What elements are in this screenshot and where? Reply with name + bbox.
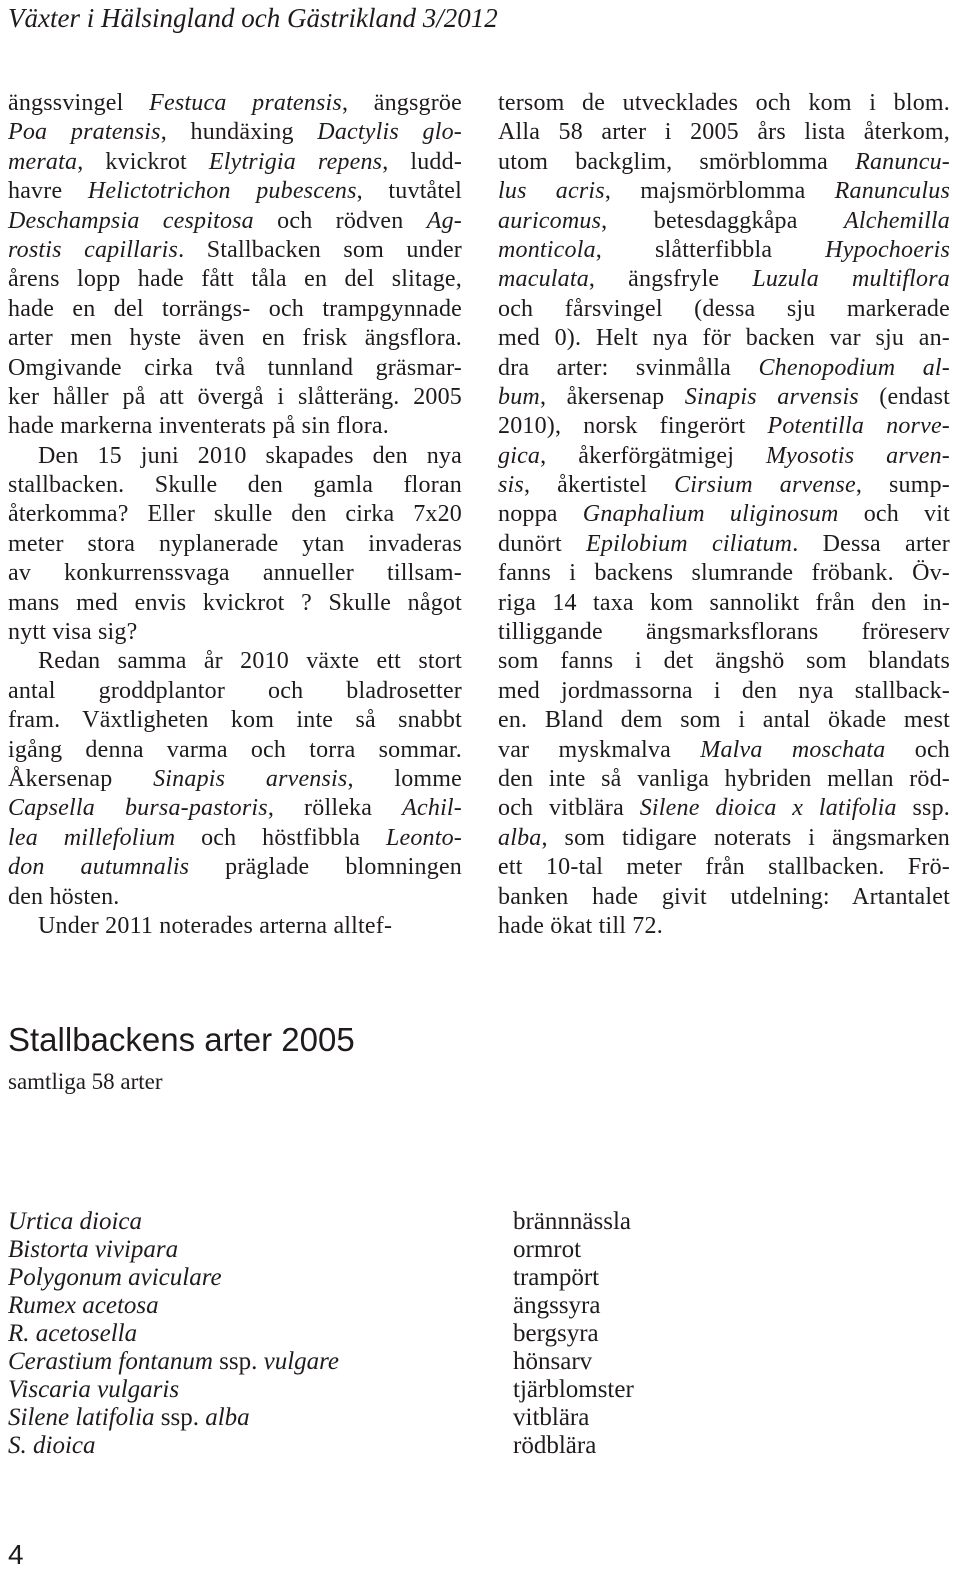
italic-text: R. acetosella (8, 1320, 138, 1347)
roman-text: , åkersenap (539, 383, 685, 410)
roman-text: riga 14 taxa kom sannolikt från den in- (498, 589, 950, 616)
species-swedish-name: ängssyra (513, 1292, 601, 1319)
italic-text: S. dioica (8, 1432, 96, 1459)
roman-text: och fårsvingel (dessa sju markerade (498, 295, 950, 322)
italic-text: Rumex acetosa (8, 1292, 159, 1319)
species-row (8, 1376, 948, 1404)
italic-text: Festuca pratensis (149, 90, 342, 116)
body-line (8, 383, 462, 412)
roman-text: årens lopp hade fått tåla en del slitage, (8, 266, 462, 293)
roman-text: och rödven (253, 207, 427, 234)
roman-text: ssp. (154, 1404, 206, 1431)
body-line (498, 912, 950, 941)
body-line (8, 618, 462, 647)
roman-text: , hundäxing (160, 119, 318, 146)
roman-text: hade ökat till 72. (498, 912, 663, 939)
body-line (498, 471, 950, 500)
roman-text: Den 15 juni 2010 skapades den nya (38, 442, 462, 469)
body-line (8, 412, 462, 441)
body-line (498, 324, 950, 353)
paragraph (498, 89, 950, 941)
species-swedish-name: tjärblomster (513, 1376, 634, 1403)
body-line (498, 559, 950, 588)
italic-text: Sinapis arvensis (153, 765, 348, 792)
italic-text: Urtica dioica (8, 1208, 143, 1235)
italic-text: maculata (498, 266, 589, 293)
italic-text: Deschampsia cespitosa (8, 207, 254, 234)
italic-text: Viscaria vulgaris (8, 1376, 180, 1403)
body-line (8, 236, 462, 265)
roman-text: Omgivande cirka två tunnland gräsmar- (8, 354, 462, 381)
roman-text: mans med envis kvickrot ? Skulle något (8, 589, 462, 616)
roman-text: , lomme (347, 765, 463, 792)
species-swedish-name: bergsyra (513, 1320, 599, 1347)
roman-text: präglade blomningen (189, 854, 462, 881)
italic-text: lus acris (498, 178, 605, 205)
italic-text: don autumnalis (8, 854, 190, 881)
italic-text: Helictotrichon pubescens (87, 178, 357, 205)
roman-text: och (885, 736, 951, 763)
roman-text: Åkersenap (8, 765, 154, 792)
body-line (498, 765, 950, 794)
species-row (8, 1264, 948, 1292)
body-line (8, 354, 462, 383)
italic-text: merata (8, 148, 78, 175)
body-line (498, 824, 950, 853)
italic-text: Hypochoeris (825, 236, 950, 263)
body-line (8, 559, 462, 588)
roman-text: ker håller på att övergå i slåtteräng. 2005 (8, 383, 462, 410)
roman-text: Under 2011 noterades arterna alltef- (38, 912, 393, 939)
roman-text: , ängsfryle (588, 266, 753, 293)
italic-text: Ag- (426, 207, 462, 234)
italic-text: Epilobium ciliatum (586, 530, 793, 557)
italic-text: Malva moschata (700, 736, 886, 763)
roman-text: ett 10-tal meter från stallbacken. Frö- (498, 854, 950, 881)
italic-text: Achil- (402, 795, 462, 822)
italic-text: Gnaphalium uliginosum (582, 501, 839, 528)
roman-text: som fanns i det ängshö som blandats (498, 648, 950, 675)
roman-text: återkomma? Eller skulle den cirka 7x20 (8, 501, 462, 528)
species-latin-name (8, 1348, 339, 1376)
body-line (8, 177, 462, 206)
roman-text: , slåtterfibbla (595, 236, 826, 263)
italic-text: bum (498, 383, 540, 410)
body-line (498, 295, 950, 324)
body-line (498, 89, 950, 118)
body-line (8, 794, 462, 823)
italic-text: Ranunculus (834, 178, 950, 205)
body-line (8, 530, 462, 559)
roman-text: den inte så vanliga hybriden mellan röd- (498, 765, 950, 792)
roman-text: en. Bland dem som i antal ökade mest (498, 707, 950, 734)
species-list (8, 1208, 948, 1460)
roman-text: var myskmalva (498, 736, 701, 763)
roman-text: , rölleka (267, 795, 403, 822)
body-line (8, 295, 462, 324)
species-latin-name (8, 1376, 179, 1404)
roman-text: igång denna varma och torra sommar. (8, 736, 462, 763)
roman-text: , åkertistel (523, 472, 675, 499)
body-line (8, 207, 462, 236)
roman-text: . Dessa arter (792, 530, 950, 557)
roman-text: med jordmassorna i den nya stallback- (498, 677, 950, 704)
paragraph (8, 442, 462, 648)
species-row (8, 1236, 948, 1264)
roman-text: , majsmörblomma (604, 178, 835, 205)
body-line (498, 794, 950, 823)
roman-text: arter men hyste även en frisk ängsflora. (8, 325, 462, 352)
italic-text: alba (205, 1404, 250, 1431)
roman-text: tilliggande ängsmarksflorans fröreserv (498, 619, 950, 646)
italic-text: lea millefolium (8, 824, 176, 851)
italic-text: rostis capillaris (8, 236, 179, 263)
roman-text: utom backglim, smörblomma (498, 148, 856, 175)
body-line (498, 442, 950, 471)
body-line (498, 177, 950, 206)
roman-text: meter stora nyplanerade ytan invaderas (8, 530, 462, 557)
species-row (8, 1292, 948, 1320)
italic-text: Potentilla norve- (767, 413, 950, 440)
roman-text: av konkurrenssvaga annueller tillsam- (8, 560, 462, 587)
roman-text: med 0). Helt nya för backen var sju an- (498, 325, 950, 352)
italic-text: sis (498, 472, 524, 499)
italic-text: Elytrigia repens (208, 148, 383, 175)
italic-text: alba (498, 824, 542, 851)
body-line (8, 647, 462, 676)
italic-text: Capsella bursa-pastoris (8, 795, 268, 822)
italic-text: auricomus (498, 207, 602, 234)
roman-text: antal groddplantor och bladrosetter (8, 677, 462, 704)
body-line (8, 148, 462, 177)
species-row (8, 1320, 948, 1348)
body-line (498, 500, 950, 529)
right-column (498, 89, 950, 941)
roman-text: fram. Växtligheten kom inte så snabbt (8, 707, 462, 734)
body-line (8, 765, 462, 794)
roman-text: och vitblära (498, 795, 640, 822)
body-line (8, 89, 462, 118)
body-line (498, 265, 950, 294)
species-latin-name (8, 1404, 250, 1432)
italic-text: Sinapis arvensis (684, 383, 859, 410)
italic-text: Bistorta vivipara (8, 1236, 179, 1263)
body-line (8, 265, 462, 294)
roman-text: hade en del torrängs- och trampgynnade (8, 295, 462, 322)
roman-text: . Stallbacken som under (178, 236, 463, 263)
species-swedish-name: rödblära (513, 1432, 597, 1459)
roman-text: , betesdaggkåpa (601, 207, 845, 234)
species-row (8, 1348, 948, 1376)
body-line (8, 736, 462, 765)
body-line (498, 236, 950, 265)
roman-text: , ludd- (382, 148, 463, 175)
species-latin-name (8, 1432, 96, 1460)
italic-text: Leonto- (385, 824, 462, 851)
roman-text: , som tidigare noterats i ängsmarken (541, 824, 950, 851)
roman-text: , tuvtåtel (356, 178, 463, 205)
body-line (498, 530, 950, 559)
body-line (8, 677, 462, 706)
paragraph (8, 647, 462, 912)
species-latin-name (8, 1208, 142, 1236)
italic-text: Polygonum aviculare (8, 1264, 222, 1291)
roman-text: , åkerförgätmigej (540, 442, 766, 469)
body-line (8, 824, 462, 853)
body-line (498, 618, 950, 647)
left-column (8, 89, 462, 941)
roman-text: nytt visa sig? (8, 619, 138, 646)
roman-text: , sump- (855, 472, 950, 499)
italic-text: monticola (498, 236, 596, 263)
species-swedish-name: trampört (513, 1264, 600, 1291)
body-line (498, 118, 950, 147)
running-head: Växter i Hälsingland och Gästrikland 3/2012 (8, 3, 498, 33)
body-line (8, 118, 462, 147)
species-swedish-name: vitblära (513, 1404, 590, 1431)
italic-text: Luzula multiflora (752, 266, 950, 293)
species-row (8, 1208, 948, 1236)
roman-text: fanns i backens slumrande fröbank. Öv- (498, 560, 950, 587)
body-line (498, 647, 950, 676)
roman-text: hade markerna inventerats på sin flora. (8, 413, 389, 440)
species-box-subtitle: samtliga 58 arter (8, 1069, 163, 1094)
body-line (8, 706, 462, 735)
body-line (498, 207, 950, 236)
body-line (8, 471, 462, 500)
page-number: 4 (8, 1539, 24, 1570)
roman-text: ssp. (896, 795, 950, 822)
roman-text: och höstfibbla (175, 824, 386, 851)
italic-text: gica (498, 442, 541, 469)
roman-text: och vit (838, 501, 950, 528)
italic-text: Silene latifolia (8, 1404, 155, 1431)
body-line (8, 912, 462, 941)
italic-text: Myosotis arven- (765, 442, 950, 469)
body-line (498, 589, 950, 618)
body-line (498, 883, 950, 912)
body-line (498, 853, 950, 882)
italic-text: Dactylis glo- (317, 119, 462, 146)
italic-text: Alchemilla (844, 207, 950, 234)
roman-text: (endast (858, 383, 950, 410)
species-latin-name (8, 1292, 159, 1320)
species-row (8, 1432, 948, 1460)
italic-text: Poa pratensis (8, 119, 161, 146)
roman-text: Alla 58 arter i 2005 års lista återkom, (498, 119, 950, 146)
body-line (498, 706, 950, 735)
body-line (498, 412, 950, 441)
italic-text: Chenopodium al- (758, 354, 950, 381)
roman-text: 2010), norsk fingerört (498, 413, 768, 440)
roman-text: banken hade givit utdelning: Artantalet (498, 883, 950, 910)
body-line (8, 500, 462, 529)
body-line (498, 354, 950, 383)
italic-text: Cerastium fontanum (8, 1348, 213, 1375)
species-swedish-name: hönsarv (513, 1348, 593, 1375)
italic-text: Cirsium arvense (674, 472, 856, 499)
species-box-title: Stallbackens arter 2005 (8, 1021, 355, 1058)
body-line (8, 589, 462, 618)
species-latin-name (8, 1236, 178, 1264)
body-line (8, 442, 462, 471)
roman-text: tersom de utvecklades och kom i blom. (498, 90, 950, 116)
paragraph (8, 912, 462, 941)
italic-text: Ranuncu- (855, 148, 950, 175)
body-line (8, 324, 462, 353)
roman-text: stallbacken. Skulle den gamla floran (8, 472, 462, 499)
paragraph (8, 89, 462, 442)
roman-text: den hösten. (8, 883, 120, 910)
roman-text: dunört (498, 530, 587, 557)
roman-text: havre (8, 178, 88, 205)
species-swedish-name: brännnässla (513, 1208, 632, 1235)
italic-text: Silene dioica x latifolia (639, 795, 897, 822)
body-line (498, 383, 950, 412)
roman-text: , kvickrot (77, 148, 209, 175)
body-line (498, 736, 950, 765)
body-line (8, 853, 462, 882)
italic-text: vulgare (263, 1348, 340, 1375)
roman-text: ängssvingel (8, 90, 150, 116)
body-line (498, 677, 950, 706)
roman-text: noppa (498, 501, 583, 528)
species-row (8, 1404, 948, 1432)
roman-text: dra arter: svinmålla (498, 354, 759, 381)
body-line (498, 148, 950, 177)
species-latin-name (8, 1320, 137, 1348)
species-swedish-name: ormrot (513, 1236, 582, 1263)
roman-text: , ängsgröe (341, 90, 462, 116)
species-latin-name (8, 1264, 222, 1292)
roman-text: Redan samma år 2010 växte ett stort (38, 648, 462, 675)
roman-text: ssp. (212, 1348, 264, 1375)
body-line (8, 883, 462, 912)
